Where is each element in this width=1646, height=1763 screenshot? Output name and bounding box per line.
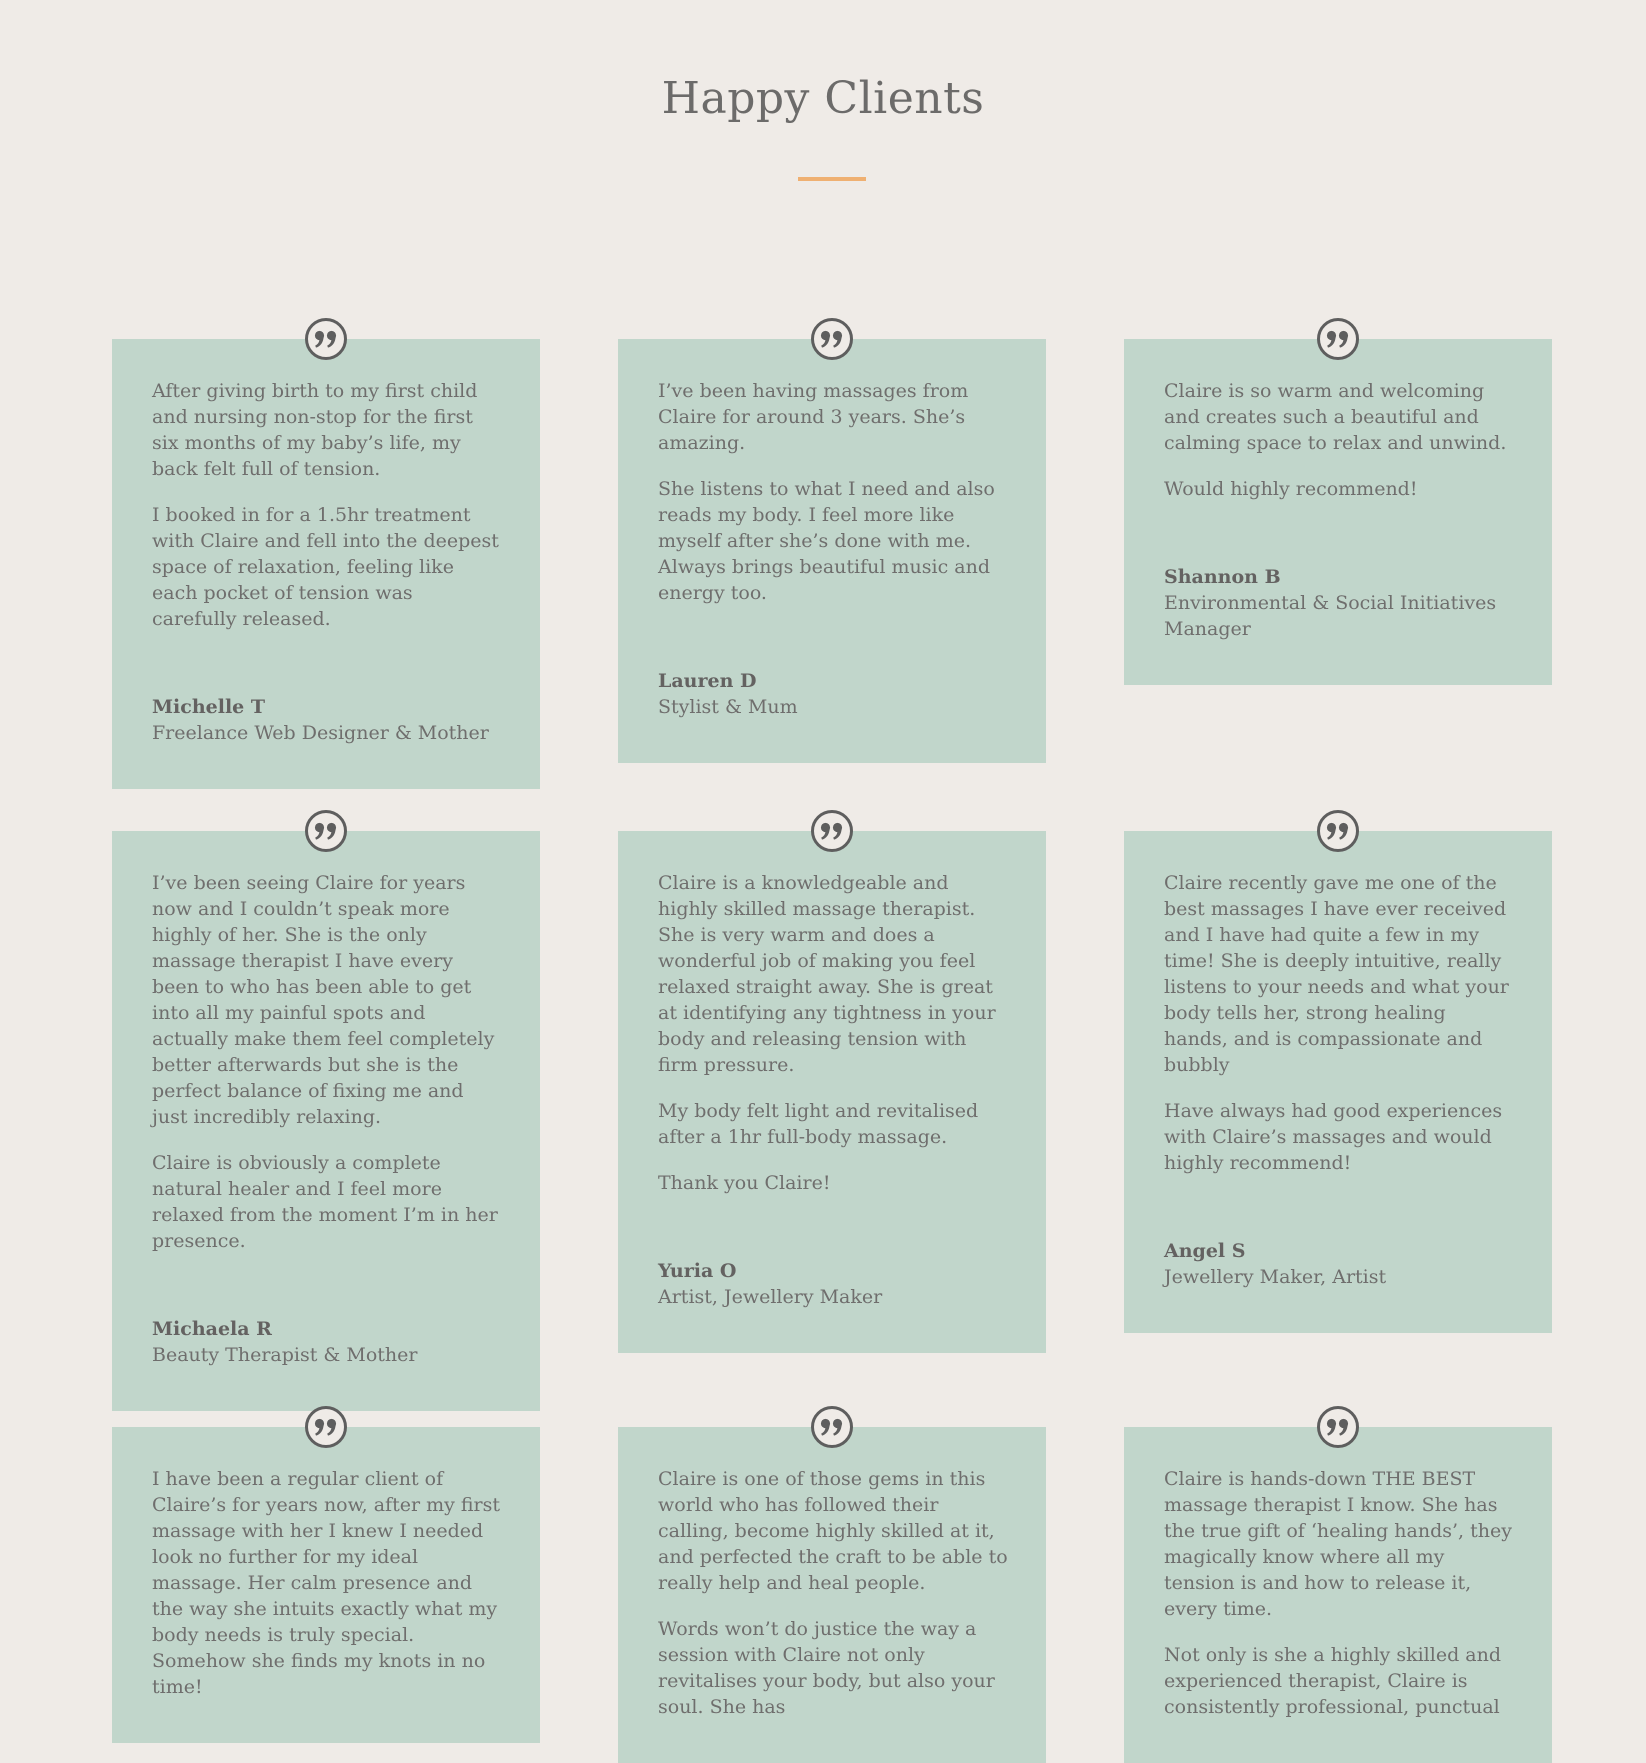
testimonial-body	[152, 870, 502, 1254]
testimonial-paragraph: Claire recently gave me one of the best massages I have ever received and I have had quite a few in my time! She is deeply intuitive, really listens to your needs and what your body tells her, strong healing hands, and is compassionate and bubbly	[1164, 872, 1509, 1076]
author-name: Shannon B	[1164, 566, 1281, 588]
author-role: Freelance Web Designer & Mother	[152, 722, 489, 744]
testimonial-card	[618, 1427, 1046, 1763]
testimonial-card	[618, 339, 1046, 763]
testimonial-paragraph: Not only is she a highly skilled and experienced therapist, Claire is consistently professional, punctual	[1164, 1644, 1501, 1718]
section-title: Happy Clients	[661, 73, 985, 124]
testimonial-paragraph: Have always had good experiences with Claire’s massages and would highly recommend!	[1164, 1100, 1503, 1174]
testimonial-body	[152, 1466, 502, 1700]
testimonial-paragraph: Claire is obviously a complete natural healer and I feel more relaxed from the moment I’m in her presence.	[152, 1152, 498, 1252]
quote-icon	[304, 317, 348, 361]
quote-icon	[1316, 317, 1360, 361]
author-name: Michaela R	[152, 1318, 272, 1340]
testimonial-author	[1164, 564, 1514, 642]
author-name: Yuria O	[658, 1260, 737, 1282]
testimonial-author	[1164, 1238, 1514, 1290]
author-role: Beauty Therapist & Mother	[152, 1344, 418, 1366]
testimonial-card	[1124, 1427, 1552, 1763]
quote-icon	[1316, 809, 1360, 853]
testimonial-author	[658, 1258, 1008, 1310]
testimonial-paragraph: I’ve been having massages from Claire for around 3 years. She’s amazing.	[658, 380, 969, 454]
author-role: Environmental & Social Initiatives Manager	[1164, 592, 1497, 640]
testimonial-card	[112, 1427, 540, 1743]
quote-icon	[304, 1405, 348, 1449]
testimonial-body	[658, 870, 1008, 1196]
testimonial-body	[1164, 1466, 1514, 1720]
testimonial-card	[112, 339, 540, 789]
testimonial-body	[658, 378, 1008, 606]
testimonial-paragraph: My body felt light and revitalised after a 1hr full-body massage.	[658, 1100, 979, 1148]
testimonial-paragraph: Thank you Claire!	[658, 1172, 831, 1194]
testimonial-paragraph: I have been a regular client of Claire’s for years now, after my first massage with her I knew I needed look no further for my ideal massage. Her calm presence and the way she intuits exactly what my body needs is truly special. Somehow she finds my knots in no time!	[152, 1468, 501, 1698]
author-role: Artist, Jewellery Maker	[658, 1286, 883, 1308]
testimonial-body	[152, 378, 502, 632]
testimonial-card	[1124, 831, 1552, 1333]
testimonial-author	[152, 1316, 502, 1368]
title-accent-line	[798, 177, 866, 181]
author-name: Michelle T	[152, 696, 265, 718]
testimonial-card	[1124, 339, 1552, 685]
testimonial-card	[112, 831, 540, 1411]
testimonial-body	[1164, 378, 1514, 502]
quote-icon	[810, 809, 854, 853]
testimonial-author	[152, 694, 502, 746]
testimonial-paragraph: Claire is a knowledgeable and highly skilled massage therapist. She is very warm and does a wonderful job of making you feel relaxed straight away. She is great at identifying any tightness in your body and releasing tension with firm pressure.	[658, 872, 996, 1076]
testimonial-body	[1164, 870, 1514, 1176]
quote-icon	[304, 809, 348, 853]
testimonial-paragraph: Claire is so warm and welcoming and creates such a beautiful and calming space to relax and unwind.	[1164, 380, 1507, 454]
quote-icon	[1316, 1405, 1360, 1449]
testimonial-body	[658, 1466, 1008, 1720]
testimonial-paragraph: I booked in for a 1.5hr treatment with Claire and fell into the deepest space of relaxation, feeling like each pocket of tension was carefully released.	[152, 504, 499, 630]
author-name: Lauren D	[658, 670, 757, 692]
author-name: Angel S	[1164, 1240, 1246, 1262]
testimonial-paragraph: She listens to what I need and also reads my body. I feel more like myself after she’s done with me. Always brings beautiful music and energy too.	[658, 478, 995, 604]
testimonial-paragraph: Words won’t do justice the way a session with Claire not only revitalises your body, but also your soul. She has	[658, 1618, 995, 1718]
testimonial-paragraph: Claire is hands-down THE BEST massage therapist I know. She has the true gift of ‘healing hands’, they magically know where all my tension is and how to release it, every time.	[1164, 1468, 1512, 1620]
testimonial-paragraph: Would highly recommend!	[1164, 478, 1418, 500]
testimonial-author	[658, 668, 1008, 720]
testimonial-card	[618, 831, 1046, 1353]
testimonial-paragraph: I’ve been seeing Claire for years now and I couldn’t speak more highly of her. She is the only massage therapist I have every been to who has been able to get into all my painful spots and actually make them feel completely better afterwards but she is the perfect balance of fixing me and just incredibly relaxing.	[152, 872, 495, 1128]
quote-icon	[810, 1405, 854, 1449]
quote-icon	[810, 317, 854, 361]
testimonial-paragraph: Claire is one of those gems in this world who has followed their calling, become highly skilled at it, and perfected the craft to be able to really help and heal people.	[658, 1468, 1008, 1594]
testimonial-paragraph: After giving birth to my first child and nursing non-stop for the first six months of my baby’s life, my back felt full of tension.	[152, 380, 478, 480]
author-role: Jewellery Maker, Artist	[1164, 1266, 1387, 1288]
author-role: Stylist & Mum	[658, 696, 798, 718]
